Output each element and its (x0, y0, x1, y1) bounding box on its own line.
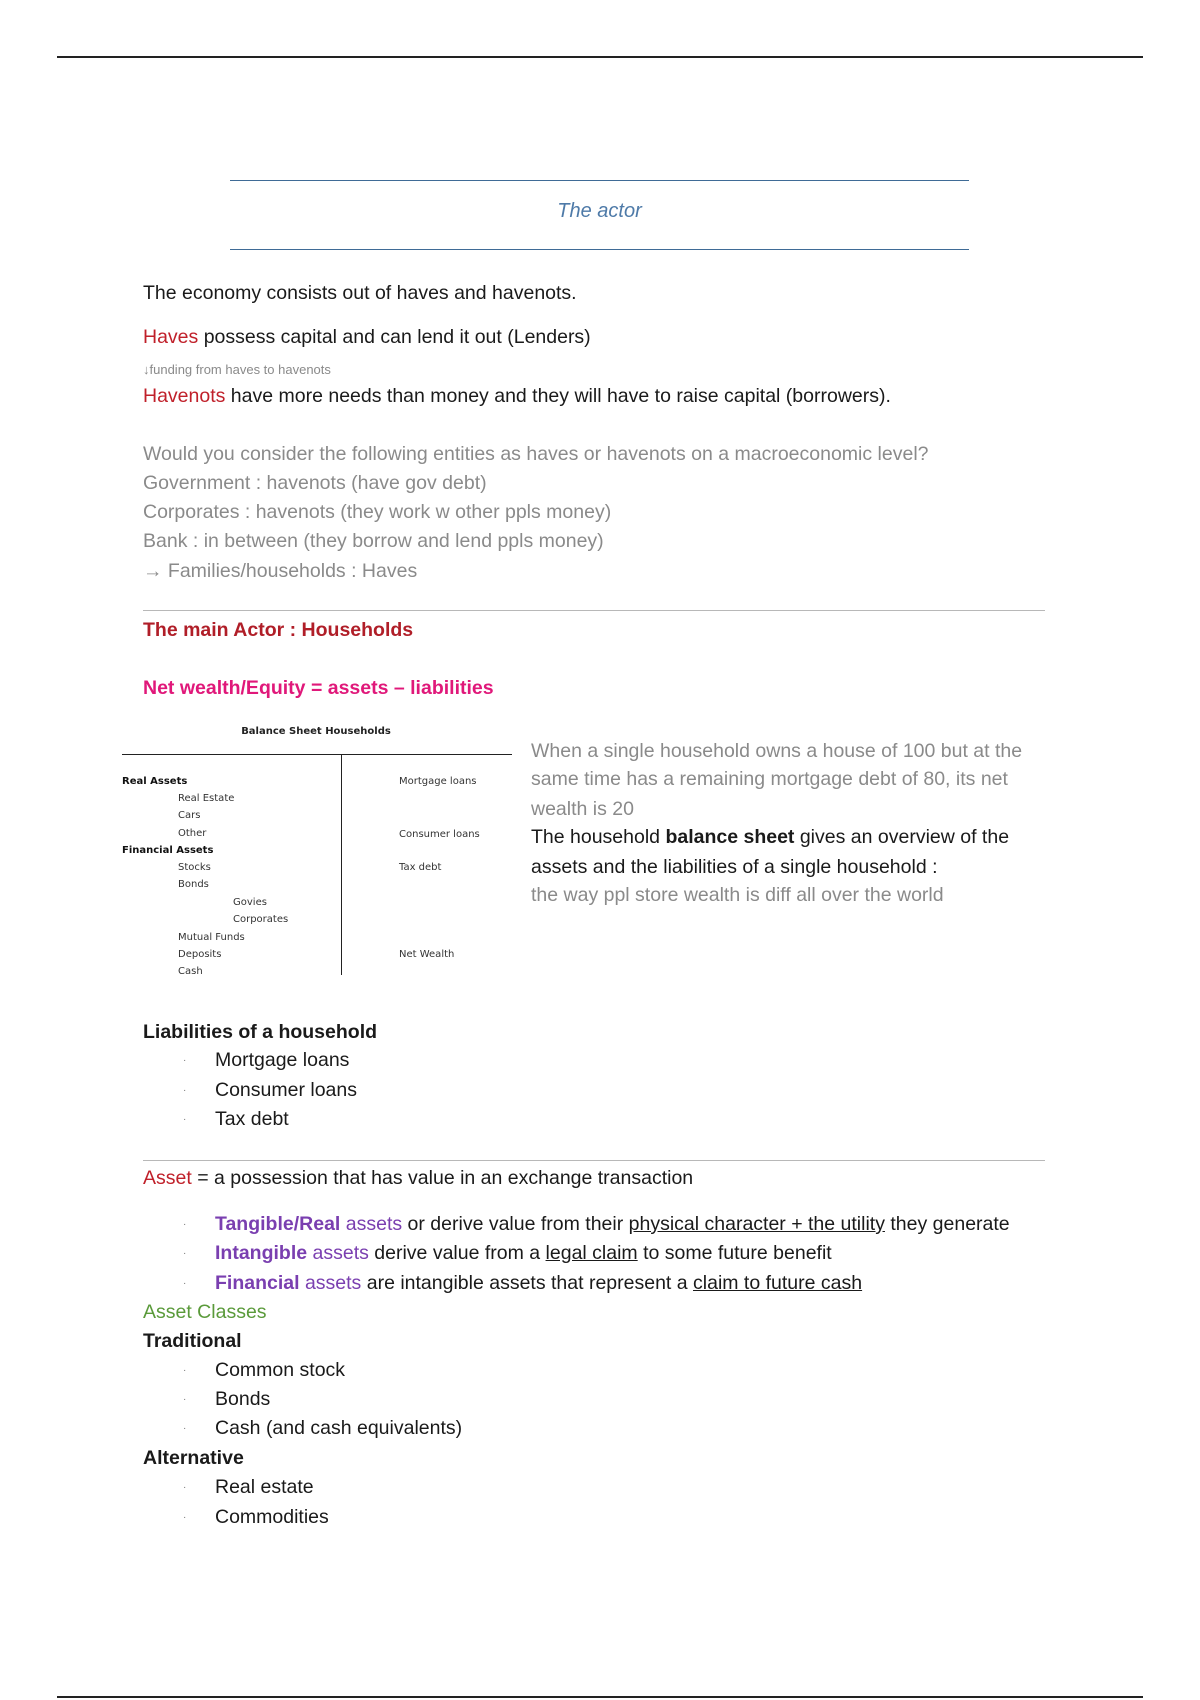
bullet-icon: · (183, 1248, 187, 1259)
bs-asset-label: Mutual Funds (178, 932, 245, 943)
intro-text: The economy consists out of haves and havenots. (143, 282, 577, 304)
section-divider (143, 610, 1045, 611)
question-line: Bank : in between (they borrow and lend ppls money) (143, 530, 604, 552)
bs-liability-label: Tax debt (399, 862, 442, 873)
asset-type-tangible (215, 1213, 1010, 1236)
bs-asset-label: Real Estate (178, 793, 235, 804)
liability-item: Tax debt (215, 1108, 289, 1130)
bs-asset-label: Corporates (233, 914, 289, 925)
bullet-icon: · (183, 1423, 187, 1434)
traditional-item: Bonds (215, 1388, 271, 1410)
havenots-desc: have more needs than money and they will have to raise capital (borrowers). (225, 385, 891, 407)
title-bottom-line (230, 249, 969, 250)
alternative-item: Commodities (215, 1506, 329, 1528)
asset-type-pre: or derive value from their (402, 1213, 629, 1235)
page-bottom-rule (57, 1696, 1143, 1698)
funding-note: ↓funding from haves to havenots (143, 362, 331, 377)
balance-sheet-title: Balance Sheet Households (241, 726, 391, 737)
asset-term: Asset (143, 1167, 192, 1189)
bullet-icon: · (183, 1114, 187, 1125)
asset-definition (143, 1167, 693, 1190)
asset-type-underline: physical character + the utility (628, 1213, 885, 1235)
bs-asset-label: Cash (178, 966, 203, 977)
question-line: Corporates : havenots (they work w other ppls money) (143, 501, 612, 523)
liability-item: Mortgage loans (215, 1049, 350, 1071)
wealth-storage-note: the way ppl store wealth is diff all over the world (531, 884, 944, 906)
net-wealth-formula: Net wealth/Equity = assets – liabilities (143, 677, 494, 699)
asset-desc: = a possession that has value in an exchange transaction (191, 1167, 694, 1189)
title-top-line (230, 180, 969, 181)
asset-type-financial (215, 1272, 862, 1295)
bs-asset-label: Cars (178, 810, 201, 821)
bs-liability-label: Mortgage loans (399, 776, 477, 787)
traditional-heading: Traditional (143, 1330, 242, 1352)
bs-asset-label: Stocks (178, 862, 211, 873)
asset-type-intangible (215, 1242, 832, 1265)
bs-liability-label: Net Wealth (399, 949, 455, 960)
bullet-icon: · (183, 1219, 187, 1230)
question-line: → Families/households : Haves (143, 560, 418, 582)
bs-asset-label: Govies (233, 897, 267, 908)
balance-sheet-explanation-2: assets and the liabilities of a single household : (531, 856, 938, 878)
asset-type-term: Tangible/Real (215, 1213, 341, 1235)
asset-type-term: Intangible (215, 1242, 308, 1264)
asset-type-word: assets (299, 1272, 362, 1294)
asset-type-underline: legal claim (545, 1242, 638, 1264)
bs-explanation-term: balance sheet (665, 826, 795, 848)
bs-asset-label: Financial Assets (122, 845, 214, 856)
haves-term: Haves (143, 326, 199, 348)
bullet-icon: · (183, 1055, 187, 1066)
bullet-icon: · (183, 1512, 187, 1523)
balance-sheet-top-line (122, 754, 512, 755)
example-text: wealth is 20 (531, 798, 634, 820)
alternative-item: Real estate (215, 1476, 314, 1498)
balance-sheet-divider (341, 755, 342, 975)
page-top-rule (57, 56, 1143, 58)
asset-type-word: assets (307, 1242, 369, 1264)
traditional-item: Cash (and cash equivalents) (215, 1417, 463, 1439)
asset-type-pre: are intangible assets that represent a (361, 1272, 694, 1294)
asset-classes-heading: Asset Classes (143, 1301, 267, 1323)
question-line: Government : havenots (have gov debt) (143, 472, 487, 494)
havenots-line (143, 385, 891, 408)
traditional-item: Common stock (215, 1359, 346, 1381)
bs-asset-label: Bonds (178, 879, 209, 890)
bullet-icon: · (183, 1278, 187, 1289)
bs-explanation-post: gives an overview of the (794, 826, 1010, 848)
asset-type-term: Financial (215, 1272, 300, 1294)
bullet-icon: · (183, 1394, 187, 1405)
example-text: When a single household owns a house of 100 but at the (531, 740, 1023, 762)
bs-asset-label: Deposits (178, 949, 222, 960)
alternative-heading: Alternative (143, 1447, 244, 1469)
asset-type-post: to some future benefit (637, 1242, 832, 1264)
bs-asset-label: Other (178, 828, 207, 839)
bullet-icon: · (183, 1085, 187, 1096)
liabilities-heading: Liabilities of a household (143, 1021, 378, 1043)
example-text: same time has a remaining mortgage debt of 80, its net (531, 768, 1008, 790)
question-prompt: Would you consider the following entities as haves or havenots on a macroeconomic level? (143, 443, 929, 465)
bullet-icon: · (183, 1482, 187, 1493)
havenots-term: Havenots (143, 385, 226, 407)
balance-sheet-figure (118, 720, 514, 980)
asset-type-post: they generate (884, 1213, 1010, 1235)
bullet-icon: · (183, 1365, 187, 1376)
section-divider (143, 1160, 1045, 1161)
bs-asset-label: Real Assets (122, 776, 188, 787)
asset-type-pre: derive value from a (368, 1242, 546, 1264)
page-title: The actor (557, 200, 642, 222)
main-actor-heading: The main Actor : Households (143, 619, 414, 641)
bs-explanation-pre: The household (531, 826, 666, 848)
asset-type-word: assets (340, 1213, 403, 1235)
balance-sheet-explanation (531, 826, 1009, 849)
haves-desc: possess capital and can lend it out (Lenders) (198, 326, 591, 348)
liability-item: Consumer loans (215, 1079, 357, 1101)
asset-type-underline: claim to future cash (693, 1272, 863, 1294)
bs-liability-label: Consumer loans (399, 829, 480, 840)
haves-line (143, 326, 591, 349)
